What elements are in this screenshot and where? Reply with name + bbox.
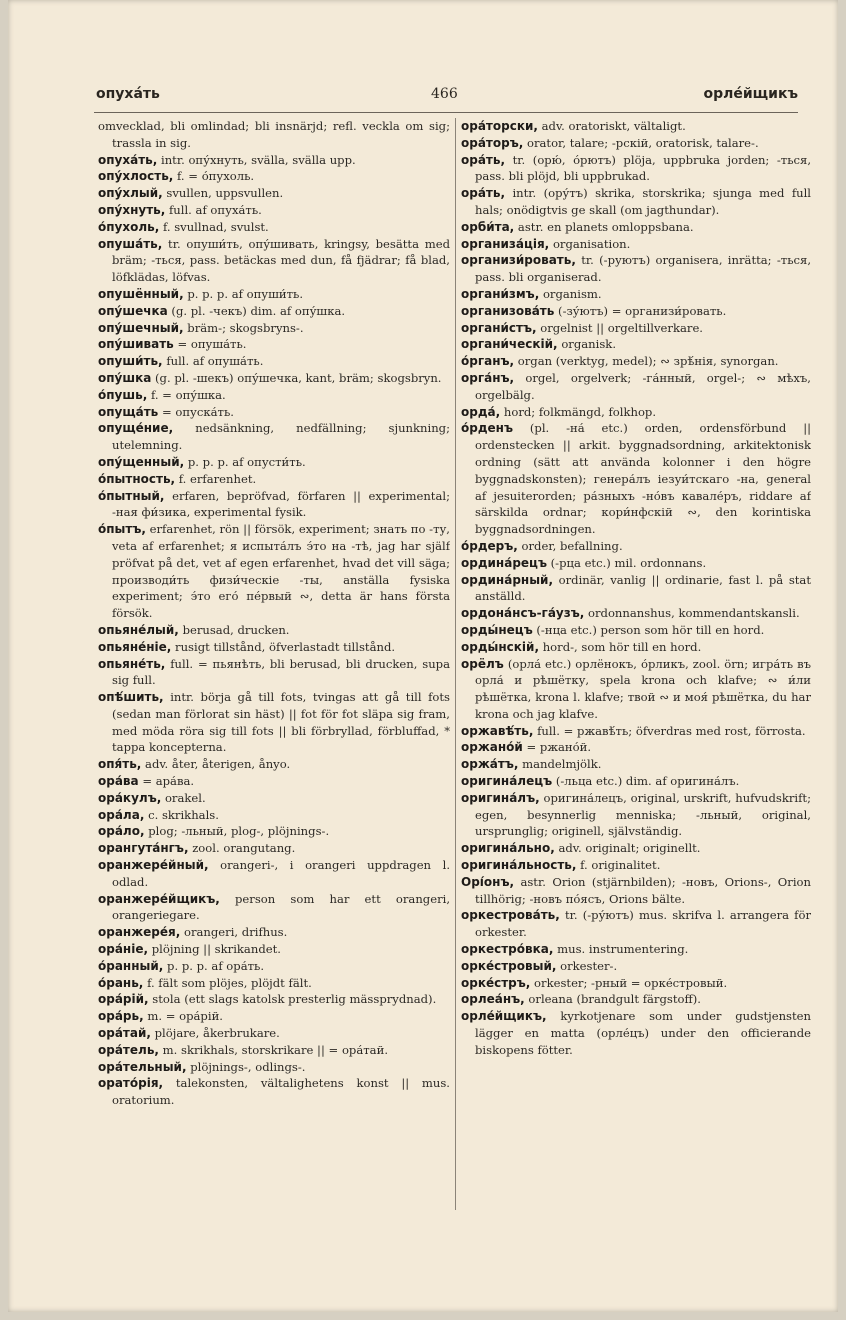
entry-definition: m. = ора́рій. [147, 1009, 223, 1024]
dictionary-entry [98, 336, 450, 353]
entry-definition: nedsänkning, nedfällning; sjunkning; utelemning. [112, 421, 450, 453]
dictionary-entry [98, 387, 450, 404]
dictionary-entry [461, 185, 811, 219]
entry-definition: plog; -льный, plog-, plöjnings-. [148, 824, 330, 839]
entry-definition: plöjnings-, odlings-. [190, 1059, 306, 1074]
entry-headword: оржано́й [461, 740, 523, 755]
dictionary-entry [461, 941, 811, 958]
dictionary-entry [98, 656, 450, 690]
entry-definition: c. skrikhals. [148, 807, 219, 822]
entry-headword: ора́торски, [461, 119, 538, 133]
dictionary-entry [98, 840, 450, 857]
dictionary-entry [98, 756, 450, 773]
entry-definition: orkester; -рный = орке́стровый. [534, 975, 728, 990]
entry-headword: ора́ть, [461, 152, 506, 167]
entry-headword: органи́ческій, [461, 337, 558, 352]
entry-headword: орды́нскій, [461, 639, 540, 654]
dictionary-entry [98, 404, 450, 421]
entry-definition: orakel. [164, 790, 206, 805]
entry-headword: орга́нъ, [461, 370, 515, 385]
dictionary-entry [98, 286, 450, 303]
entry-definition: (g. pl. -чекъ) dim. af опу́шка. [171, 303, 346, 318]
dictionary-entry [98, 924, 450, 941]
entry-headword: опьяне́ніе, [98, 639, 172, 654]
dictionary-entry [98, 236, 450, 286]
entry-definition: orangeri-, i orangeri uppdragen l. odlad. [112, 858, 450, 889]
dictionary-entry [98, 185, 450, 202]
dictionary-entry [461, 152, 811, 186]
entry-headword: о́рдеръ, [461, 538, 518, 553]
entry-headword: орато́рія, [98, 1076, 164, 1091]
entry-definition: plöjare, åkerbrukare. [154, 1026, 280, 1041]
entry-headword: орангута́нгъ, [98, 841, 189, 856]
dictionary-entry [461, 404, 811, 421]
entry-headword: ора́торъ, [461, 135, 524, 150]
entry-headword: опу́шка [98, 370, 152, 385]
entry-headword: опу́шечка [98, 303, 168, 318]
entry-definition: omvecklad, bli omlindad; bli insnärjd; refl. veckla om sig; trassla in sig. [98, 119, 450, 150]
entry-definition: orangeri, drifhus. [183, 925, 288, 940]
entry-definition: f. svullnad, svulst. [162, 219, 269, 234]
entry-headword: опу́шивать [98, 337, 174, 352]
entry-definition: hord-, som hör till en hord. [542, 639, 702, 654]
dictionary-entry [98, 823, 450, 840]
entry-definition: person som har ett orangeri, orangeriegare. [112, 891, 450, 923]
entry-definition: astr. en planets omloppsbana. [517, 219, 694, 234]
entry-definition: оригина́лецъ, original, urskrift, hufvudskrift; egen, besynnerlig menniska; -льный, original, ursprunglig; originell, självständig. [475, 790, 811, 839]
dictionary-entry [98, 857, 450, 891]
entry-headword: о́пухоль, [98, 219, 160, 234]
entry-headword: организи́ровать, [461, 253, 576, 268]
entry-headword: о́пытность, [98, 471, 176, 486]
entry-headword: орби́та, [461, 219, 515, 234]
entry-headword: ора́ва [98, 774, 139, 789]
dictionary-entry [461, 420, 811, 538]
entry-headword: орёлъ [461, 656, 504, 671]
entry-definition: orgel, orgelverk; -га́нный, orgel-; ∾ мѣхъ, orgelbälg. [475, 370, 811, 402]
entry-headword: опушённый, [98, 286, 184, 301]
entry-definition: bräm-; skogsbryns-. [187, 320, 304, 335]
entry-headword: орке́стровый, [461, 958, 557, 973]
dictionary-entry [461, 739, 811, 756]
dictionary-entry [461, 538, 811, 555]
dictionary-entry [98, 1075, 450, 1109]
entry-headword: опуши́ть, [98, 354, 163, 369]
dictionary-entry [461, 790, 811, 840]
entry-headword: о́рденъ [461, 421, 513, 436]
dictionary-entry [98, 1025, 450, 1042]
entry-headword: оркестро́вка, [461, 942, 554, 957]
entry-headword: орды́нецъ [461, 622, 533, 637]
dictionary-entry [461, 991, 811, 1008]
dictionary-entry [461, 975, 811, 992]
entry-definition: orgelnist || orgeltillverkare. [540, 320, 703, 335]
dictionary-entry [98, 1008, 450, 1025]
entry-definition: full. = ржавѣ́ть; öfverdras med rost, förrosta. [537, 723, 806, 738]
dictionary-entry [98, 689, 450, 756]
dictionary-entry [461, 857, 811, 874]
entry-headword: органи́стъ, [461, 320, 537, 335]
entry-headword: ора́рь, [98, 1009, 144, 1024]
entry-definition: intr. опу́хнуть, svälla, svälla upp. [160, 152, 356, 167]
dictionary-entry [98, 488, 450, 522]
entry-headword: опу́щенный, [98, 454, 185, 469]
entry-definition: zool. orangutang. [192, 841, 296, 856]
entry-headword: оркестрова́ть, [461, 908, 560, 923]
entry-headword: оржавѣ́ть, [461, 723, 534, 738]
dictionary-entry [98, 219, 450, 236]
entry-definition: = ржано́й. [526, 740, 592, 755]
entry-headword: оригина́лецъ [461, 774, 553, 789]
entry-definition: astr. Orion (stjärnbilden); -новъ, Orions-, Orion tillhörig; -новъ по́ясъ, Orions bälte. [475, 874, 811, 906]
entry-headword: оранжере́йщикъ, [98, 891, 220, 906]
dictionary-entry [98, 941, 450, 958]
entry-headword: о́рань, [98, 975, 144, 990]
dictionary-entry [461, 656, 811, 723]
dictionary-entry [461, 840, 811, 857]
column-divider [455, 118, 456, 1210]
running-head-right: орле́йщикъ [703, 86, 798, 102]
entry-headword: ора́рій, [98, 992, 149, 1007]
entry-headword: ора́тельный, [98, 1059, 187, 1074]
entry-definition: (-нца etc.) person som hör till en hord. [536, 622, 765, 637]
dictionary-entry [461, 336, 811, 353]
entry-headword: опуща́ть [98, 404, 159, 419]
entry-headword: ора́ла, [98, 807, 145, 822]
dictionary-entry [461, 303, 811, 320]
header-rule [94, 112, 798, 113]
entry-headword: ора́ніе, [98, 942, 149, 957]
entry-definition: tr. опуши́ть, опу́шивать, kringsy, besätta med bräm; -ться, pass. betäckas med dun, få fjädrar; få blad, löfklädas, löfvas. [112, 236, 450, 285]
entry-headword: оржа́тъ, [461, 757, 519, 772]
entry-definition: (-зу́ютъ) = организи́ровать. [558, 303, 727, 318]
dictionary-entry [98, 790, 450, 807]
entry-definition: adv. åter, återigen, ånyo. [145, 757, 291, 772]
entry-definition: berusad, drucken. [182, 622, 290, 637]
dictionary-entry [461, 236, 811, 253]
entry-headword: о́рганъ, [461, 354, 515, 369]
entry-headword: оранжере́йный, [98, 858, 209, 873]
entry-definition: erfarenhet, rön || försök, experiment; знать по -ту, veta af erfarenhet; я испыта́лъ э́то на -тѣ, jag har själf pröfvat på det, vet af egen erfarenhet, hvad det vill säga; производи́ть физи́ческie -ты, anställa fysiska experiment; э́то его́ пе́рвый ∾, detta är hans första försök. [112, 522, 450, 621]
dictionary-entry [461, 1008, 811, 1058]
entry-headword: орлеа́нъ, [461, 992, 525, 1007]
entry-definition: f. erfarenhet. [178, 471, 257, 486]
entry-definition: erfaren, bepröfvad, förfaren || experimental; -ная фи́зика, experimental fysik. [112, 488, 450, 520]
dictionary-entry [461, 118, 811, 135]
entry-headword: опу́хлость, [98, 169, 174, 184]
dictionary-entry [98, 521, 450, 622]
entry-definition: orkester-. [560, 958, 618, 973]
dictionary-entry [461, 622, 811, 639]
entry-headword: орда́, [461, 404, 501, 419]
entry-definition: full. af опуха́ть. [169, 202, 262, 217]
entry-definition: = опуска́ть. [161, 404, 234, 419]
left-column [98, 118, 450, 1218]
entry-definition: organisk. [561, 337, 617, 352]
entry-definition: svullen, uppsvullen. [166, 186, 284, 201]
entry-definition: f. = о́пухоль. [177, 169, 255, 184]
entry-headword: опу́шечный, [98, 320, 184, 335]
entry-headword: ора́кулъ, [98, 790, 162, 805]
dictionary-entry [461, 572, 811, 606]
entry-definition: stola (ett slags katolsk presterlig mässprydnad). [152, 992, 437, 1007]
dictionary-entry [461, 320, 811, 337]
dictionary-entry [461, 286, 811, 303]
entry-headword: органи́змъ, [461, 286, 540, 301]
entry-headword: оригина́льность, [461, 858, 577, 873]
dictionary-entry [98, 353, 450, 370]
dictionary-entry [98, 420, 450, 454]
entry-definition: full. = пьянѣть, bli berusad, bli drucken, supa sig full. [112, 656, 450, 688]
entry-headword: опуха́ть, [98, 152, 158, 167]
entry-definition: m. skrikhals, storskrikare || = ора́тай. [162, 1042, 389, 1057]
entry-definition: kyrkotjenare som under gudstjensten lägger en matta (орле́цъ) under den officierande biskopens fötter. [475, 1009, 811, 1057]
dictionary-entry [98, 1042, 450, 1059]
dictionary-entry [461, 723, 811, 740]
running-head-left: опуха́ть [96, 86, 160, 102]
dictionary-entry [98, 152, 450, 169]
entry-headword: опу́хлый, [98, 186, 163, 201]
entry-definition: p. p. p. af ора́ть. [167, 958, 265, 973]
entry-headword: ора́тай, [98, 1026, 151, 1041]
entry-definition: intr. börja gå till fots, tvingas att gå till fots (sedan man förlorat sin häst) || fot för fot släpa sig fram, med möda röra sig till fots || bli förbryllad, förbluffad, * tappa koncepterna. [112, 690, 450, 755]
entry-definition: orleana (brandgult färgstoff). [528, 992, 701, 1007]
entry-definition: mandelmjölk. [522, 757, 602, 772]
dictionary-entry [98, 370, 450, 387]
entry-definition: (-льца etc.) dim. af оригина́лъ. [555, 774, 740, 789]
entry-headword: ордина́рный, [461, 572, 554, 587]
entry-headword: ордина́рецъ [461, 555, 547, 570]
entry-definition: organisation. [552, 236, 631, 251]
dictionary-entry [98, 891, 450, 925]
entry-headword: опя́ть, [98, 757, 142, 772]
dictionary-entry [98, 1059, 450, 1076]
entry-definition: = опуша́ть. [177, 337, 247, 352]
entry-definition: organ (verktyg, medel); ∾ зрѣ́нія, synorgan. [517, 354, 779, 369]
dictionary-entry [461, 219, 811, 236]
page-number: 466 [431, 86, 458, 102]
entry-definition: order, befallning. [521, 538, 623, 553]
entry-headword: опу́хнуть, [98, 202, 166, 217]
dictionary-entry [98, 202, 450, 219]
entry-headword: о́пытъ, [98, 522, 146, 537]
dictionary-entry [461, 874, 811, 908]
entry-headword: Орі́онъ, [461, 874, 515, 889]
entry-headword: организова́ть [461, 303, 555, 318]
dictionary-entry [98, 773, 450, 790]
entry-headword: организа́ція, [461, 236, 550, 251]
entry-definition: ordonnanshus, kommendantskansli. [588, 606, 800, 621]
dictionary-entry [98, 639, 450, 656]
dictionary-entry [98, 622, 450, 639]
dictionary-entry [98, 975, 450, 992]
entry-headword: ордона́нсъ-га́узъ, [461, 606, 585, 621]
entry-definition: p. p. p. af опуши́ть. [187, 286, 304, 301]
entry-headword: ора́тель, [98, 1042, 159, 1057]
dictionary-entry [461, 773, 811, 790]
entry-headword: опьяне́ть, [98, 656, 166, 671]
dictionary-entry [98, 168, 450, 185]
dictionary-entry [461, 639, 811, 656]
dictionary-entry [461, 555, 811, 572]
entry-headword: о́пушь, [98, 387, 148, 402]
entry-definition: hord; folkmängd, folkhop. [503, 404, 657, 419]
entry-definition: adv. originalt; originellt. [558, 841, 701, 856]
entry-definition: (орла́ etc.) орлёнокъ, о́рликъ, zool. örn; игра́ть въ орла́ и рѣшётку, spela krona och klafve; ∾ и́ли рѣшётка, krona l. klafve; твой ∾ и моя́ рѣшётка, du har krona och jag klafve. [475, 656, 811, 721]
dictionary-entry [461, 135, 811, 152]
entry-headword: о́пытный, [98, 488, 165, 503]
entry-headword: оригина́лъ, [461, 790, 540, 805]
entry-definition: full. af опуша́ть. [166, 354, 264, 369]
dictionary-entry [461, 958, 811, 975]
entry-definition: tr. (-ру́ютъ) mus. skrifva l. arrangera för orkester. [475, 908, 811, 940]
dictionary-entry [98, 303, 450, 320]
dictionary-entry [98, 118, 450, 152]
entry-definition: talekonsten, vältalighetens konst || mus. oratorium. [112, 1076, 450, 1108]
entry-headword: орле́йщикъ, [461, 1009, 547, 1024]
dictionary-entry [461, 370, 811, 404]
entry-headword: опуще́ние, [98, 421, 174, 436]
dictionary-entry [461, 756, 811, 773]
dictionary-entry [98, 471, 450, 488]
entry-definition: (g. pl. -шекъ) опу́шечка, kant, bräm; skogsbryn. [155, 370, 442, 385]
dictionary-entry [98, 958, 450, 975]
entry-definition: p. p. p. af опусти́ть. [187, 454, 306, 469]
dictionary-entry [98, 454, 450, 471]
entry-definition: = ара́ва. [142, 774, 195, 789]
dictionary-entry [461, 252, 811, 286]
entry-headword: орке́стръ, [461, 975, 531, 990]
entry-headword: опьяне́лый, [98, 622, 179, 637]
entry-headword: ора́ло, [98, 824, 145, 839]
entry-definition: f. = опу́шка. [150, 387, 226, 402]
entry-headword: опѣ́шить, [98, 690, 164, 705]
entry-headword: опуша́ть, [98, 236, 163, 251]
entry-definition: organism. [542, 286, 602, 301]
right-column [461, 118, 811, 1218]
entry-definition: f. fält som plöjes, plöjdt fält. [147, 975, 312, 990]
dictionary-entry [461, 907, 811, 941]
entry-headword: ора́ть, [461, 186, 506, 201]
entry-definition: tr. (орю́, о́рютъ) plöja, uppbruka jorden; -ться, pass. bli plöjd, bli uppbrukad. [475, 152, 811, 184]
dictionary-entry [98, 320, 450, 337]
entry-headword: оригина́льно, [461, 841, 555, 856]
dictionary-entry [461, 605, 811, 622]
dictionary-entry [461, 353, 811, 370]
entry-definition: mus. instrumentering. [557, 942, 689, 957]
entry-definition: ordinär, vanlig || ordinarie, fast l. på stat anställd. [475, 572, 811, 604]
entry-definition: f. originalitet. [580, 858, 661, 873]
entry-definition: rusigt tillstånd, öfverlastadt tillstånd. [175, 639, 396, 654]
entry-headword: оранжере́я, [98, 925, 181, 940]
entry-definition: tr. (-руютъ) organisera, inrätta; -ться, pass. bli organiserad. [475, 253, 811, 285]
dictionary-page [8, 0, 838, 1312]
entry-definition: orator, talare; -рскій, oratorisk, talare-. [526, 135, 759, 150]
entry-definition: (-рца etc.) mil. ordonnans. [550, 555, 707, 570]
dictionary-entry [98, 991, 450, 1008]
dictionary-entry [98, 807, 450, 824]
entry-headword: о́ранный, [98, 958, 164, 973]
entry-definition: intr. (ору́тъ) skrika, storskrika; sjunga med full hals; onödigtvis ge skall (om jagthundar). [475, 186, 811, 217]
entry-definition: adv. oratoriskt, vältaligt. [541, 119, 686, 133]
entry-definition: (pl. -на́ etc.) orden, ordensförbund || ordenstecken || arkit. byggnadsordning, arkitektonisk ordning (sätt att använda kolonner i den högre byggnadskonsten); генера́лъ iезуи́тскаго -на, general af jesuiterorden; ра́зныхъ -но́въ кавале́ръ, riddare af särskilda ordnar; кори́нфскій ∾, den korintiska byggnadsordningen. [475, 421, 811, 537]
entry-definition: plöjning || skrikandet. [151, 942, 281, 957]
